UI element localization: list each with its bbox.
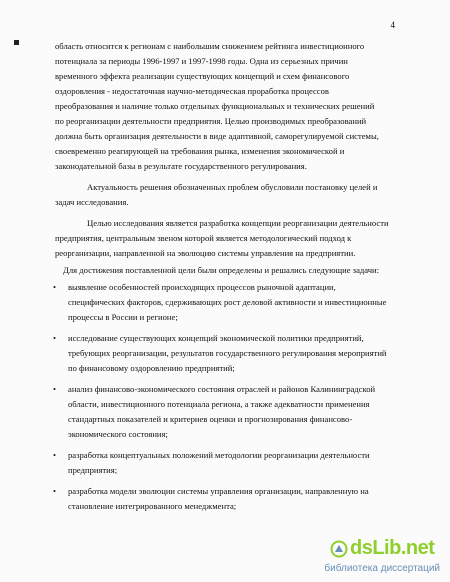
text-line: оздоровления - недостаточная научно-методическая проработка процессов	[55, 86, 329, 96]
bullet-icon: •	[53, 450, 57, 460]
bullet-icon: •	[53, 486, 57, 496]
text-line: потенциала за периоды 1996-1997 и 1997-1998 годы. Одна из серьезных причин	[55, 56, 348, 66]
text-line: специфических факторов, сдерживающих рост деловой активности и инвестиционные	[68, 297, 387, 307]
text-line: исследование существующих концепций экономической политики предприятий,	[68, 333, 364, 343]
page-number: 4	[390, 20, 395, 30]
dslib-logo-icon	[330, 540, 348, 558]
text-line: по реорганизации деятельности предприятия. Целью производимых преобразований	[55, 116, 367, 126]
paragraph-2	[55, 180, 403, 210]
text-line: Актуальность решения обозначенных проблем обусловили постановку целей и	[87, 182, 378, 192]
text-line: выявление особенностей происходящих процессов рыночной адаптации,	[68, 282, 336, 292]
text-line: законодательной базы в результате государственного регулирования.	[55, 161, 307, 171]
bullet-icon: •	[53, 333, 57, 343]
task-list-item	[55, 331, 403, 376]
text-line: своевременно реагирующей на требования рынка, изменения экономической и	[55, 146, 345, 156]
text-line: процессы в России и регионе;	[68, 312, 178, 322]
watermark-subtitle: библиотека диссертаций	[324, 563, 440, 574]
text-line: экономического состояния;	[68, 429, 168, 439]
text-line: разработка концептуальных положений методологии реорганизации деятельности	[68, 450, 370, 460]
paragraph-4	[55, 263, 403, 278]
text-line: по финансовому оздоровлению предприятий;	[68, 363, 235, 373]
watermark[interactable]	[324, 536, 442, 574]
text-line: предприятия, центральным звеном которой является методологический подход к	[55, 233, 352, 243]
scan-mark	[14, 40, 19, 45]
text-line: анализ финансово-экономического состояния отраслей и районов Калининградской	[68, 384, 376, 394]
paragraph-3	[55, 216, 403, 261]
bullet-icon: •	[53, 282, 57, 292]
text-line: временного эффекта реализации существующих концепций и схем финансового	[55, 71, 350, 81]
bullet-icon: •	[53, 384, 57, 394]
text-line: Целью исследования является разработка концепции реорганизации деятельности	[87, 218, 389, 228]
watermark-logo: dsLib.net	[350, 537, 435, 559]
text-line: задач исследования.	[55, 197, 129, 207]
text-line: предприятия;	[68, 465, 118, 475]
text-line: становление интегрированного менеджмента;	[68, 501, 237, 511]
paragraph-1	[55, 39, 403, 174]
text-line: должна быть организация деятельности в виде адаптивной, саморегулируемой системы,	[55, 131, 379, 141]
text-line: требующих реорганизации, результатов государственного регулирования мероприятий	[68, 348, 387, 358]
task-list-item	[55, 280, 403, 325]
text-line: области, инвестиционного потенциала региона, а также адекватности применения	[68, 399, 370, 409]
text-line: преобразования и наличие только отдельных функциональных и технических решений	[55, 101, 375, 111]
text-line: область относится к регионам с наибольшим снижением рейтинга инвестиционного	[55, 41, 365, 51]
task-list-item	[55, 382, 403, 442]
task-list-item	[55, 448, 403, 478]
text-line: стандартных показателей и критериев оценки и прогнозирования финансово-	[68, 414, 353, 424]
task-list-item	[55, 484, 403, 514]
text-line: Для достижения поставленной цели были определены и решались следующие задачи:	[63, 265, 380, 275]
document-body	[55, 39, 403, 514]
text-line: реорганизации, направленной на эволюцию системы управления на предприятии.	[55, 248, 356, 258]
text-line: разработка модели эволюции системы управления организации, направленную на	[68, 486, 369, 496]
